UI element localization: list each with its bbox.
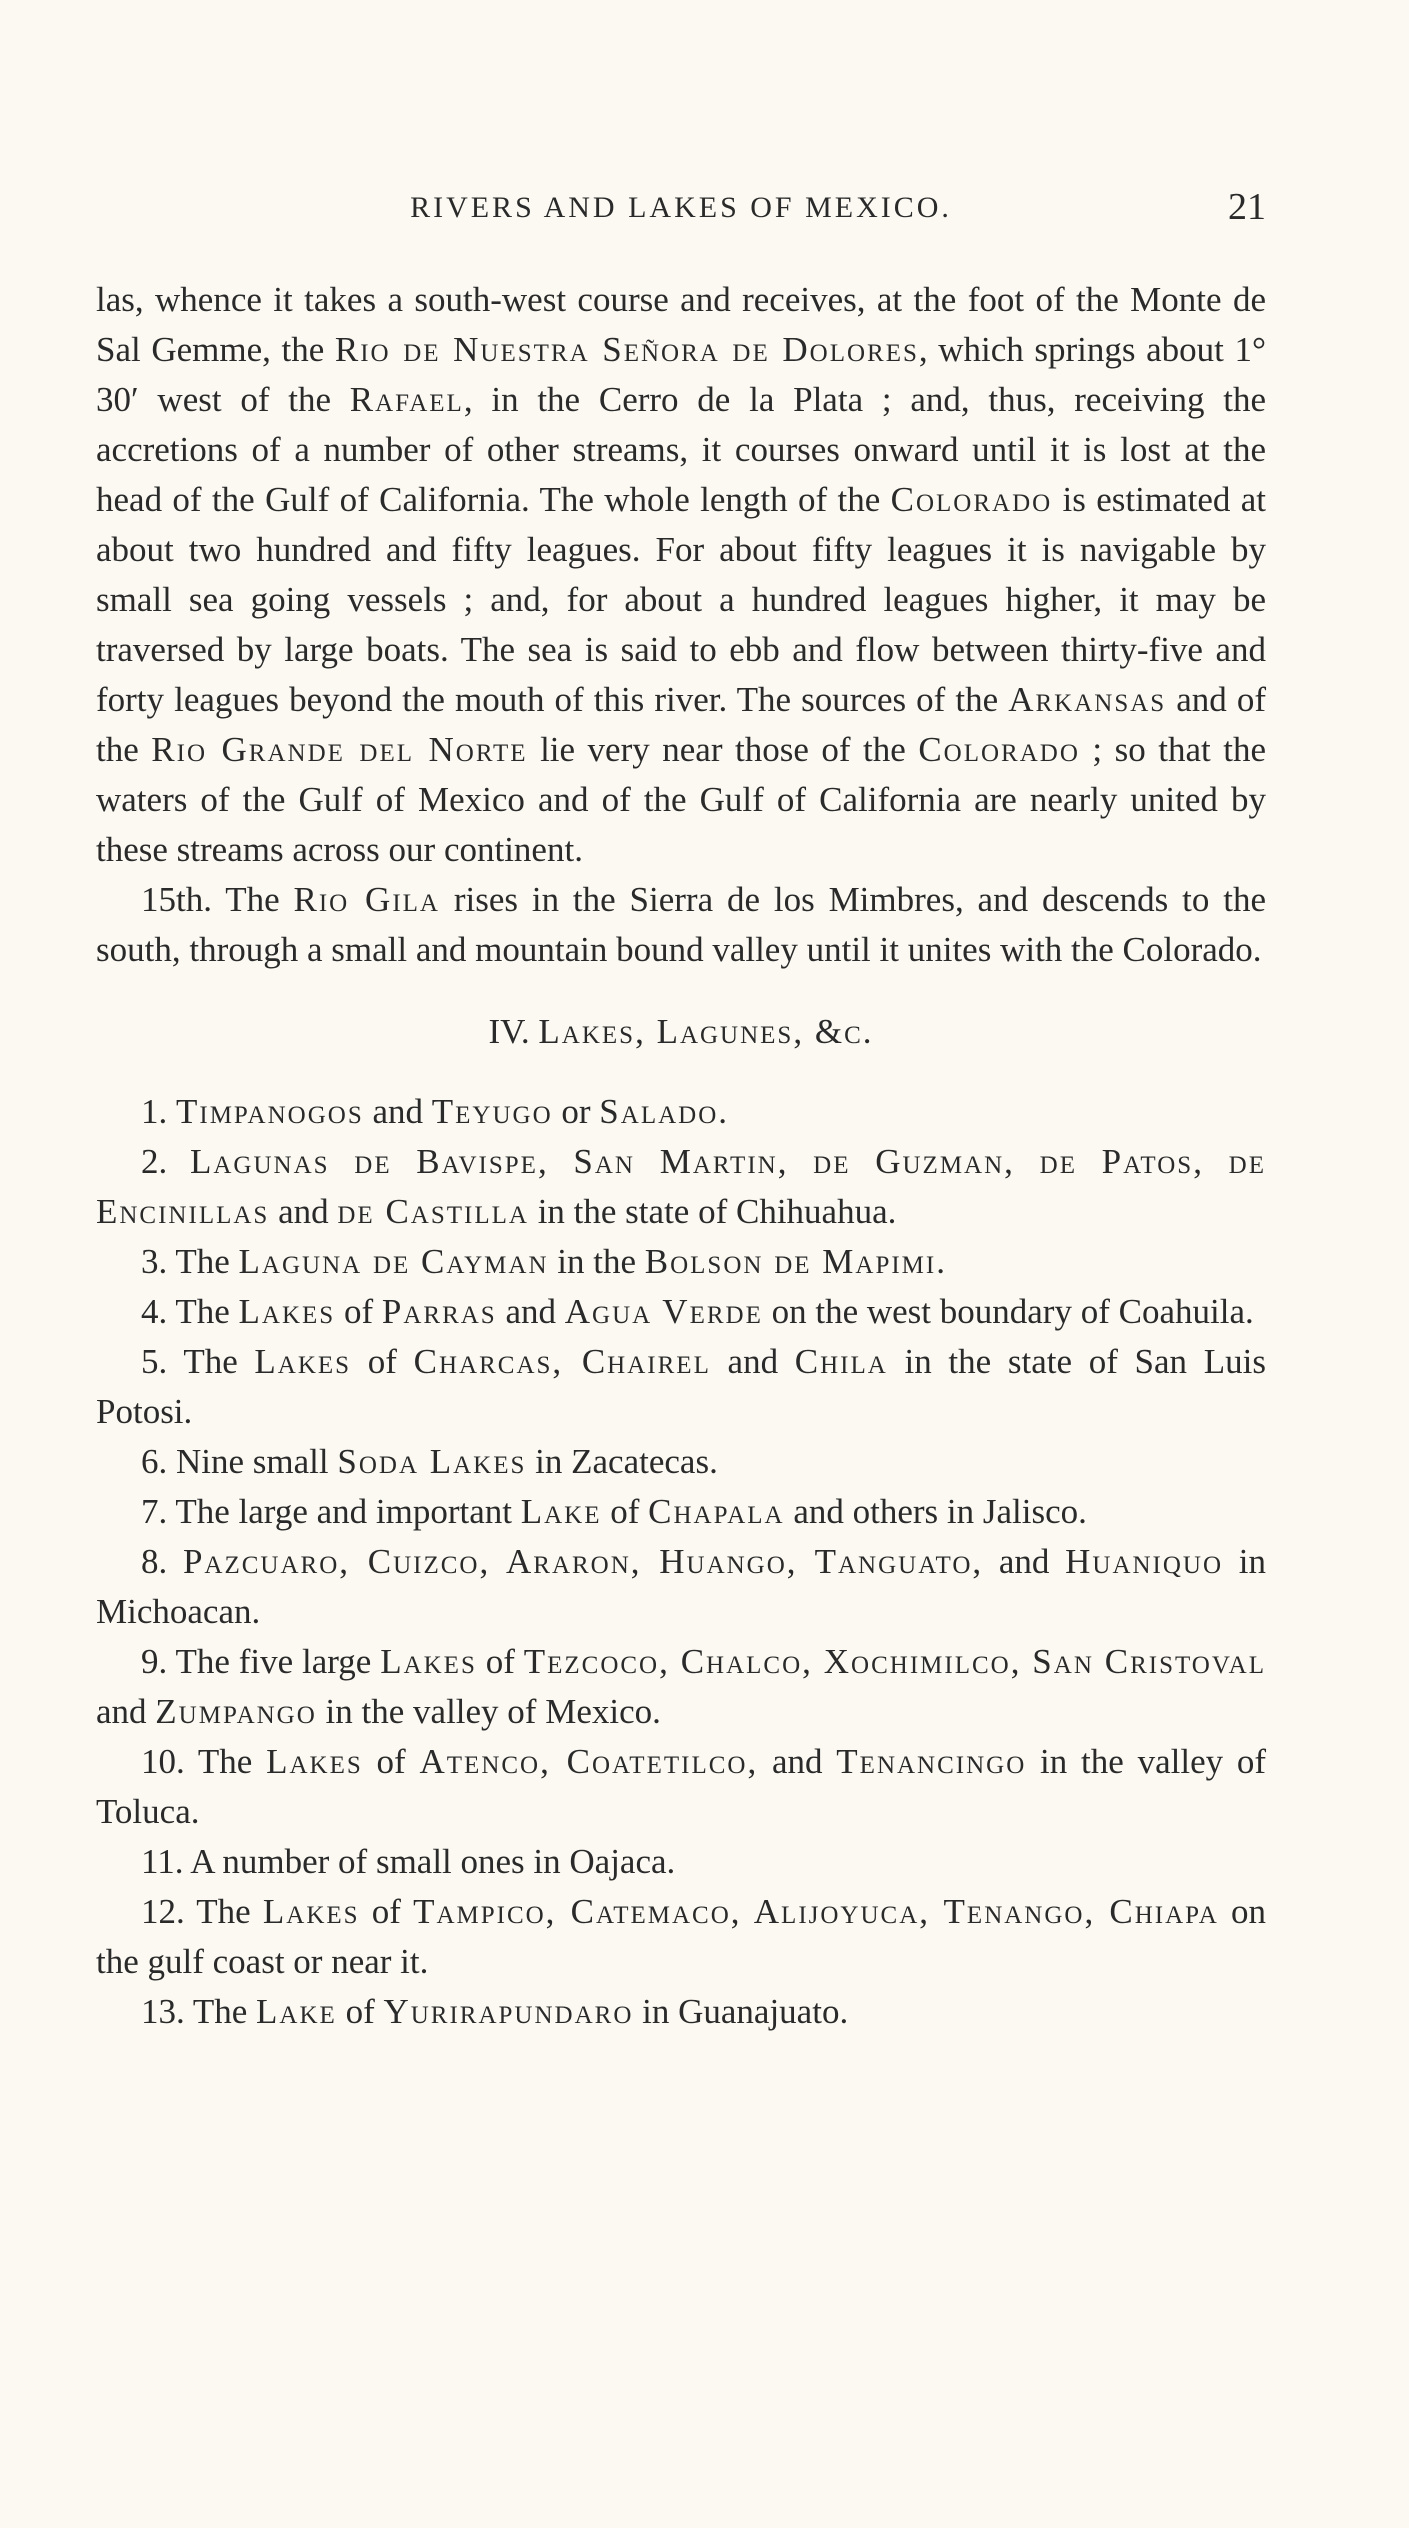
text-run: in the valley of Toluca.: [96, 1742, 1267, 1831]
small-caps-run: Rio Gila: [293, 880, 440, 919]
text-run: in Guanajuato.: [633, 1992, 849, 2031]
text-run: in the: [548, 1242, 645, 1281]
item-number: 8.: [141, 1542, 183, 1581]
small-caps-run: Colorado: [890, 480, 1053, 519]
text-run: and: [496, 1292, 565, 1331]
small-caps-run: Colorado: [918, 730, 1080, 769]
text-run: The: [183, 1342, 255, 1381]
text-run: of: [476, 1642, 524, 1681]
list-item: [96, 1437, 1266, 1487]
text-run: of: [601, 1492, 649, 1531]
small-caps-run: Pazcuaro, Cuizco, Araron, Huango, Tanguato,: [182, 1542, 984, 1581]
text-run: and: [710, 1342, 795, 1381]
small-caps-run: Lake: [520, 1492, 602, 1531]
small-caps-run: Parras: [381, 1292, 497, 1331]
list-item: [96, 1487, 1266, 1537]
item-number: 6.: [141, 1442, 176, 1481]
small-caps-run: Charcas, Chairel: [413, 1342, 711, 1381]
small-caps-run: Lakes: [238, 1292, 336, 1331]
text-run: The five large: [175, 1642, 381, 1681]
section-heading: [96, 1007, 1266, 1057]
small-caps-run: Yurirapundaro: [383, 1992, 634, 2031]
lake-list: [96, 1087, 1266, 2037]
text-run: is estimated at about two hundred and fifty leagues. For about fifty leagues it is navigable by small sea going vessels ; and, for about a hundred leagues higher, it may be traversed by large boats. The sea is said to ebb and flow between thirty-five and forty leagues beyond the mouth of this river. The sources of the: [96, 480, 1266, 719]
text-run: , which springs about 1° 30′ west of the: [96, 330, 1266, 419]
small-caps-run: Agua Verde: [564, 1292, 763, 1331]
item-number: 7.: [141, 1492, 176, 1531]
text-run: The large and important: [175, 1492, 521, 1531]
small-caps-run: Lakes: [254, 1342, 352, 1381]
list-item: [96, 1137, 1266, 1237]
text-run: or: [552, 1092, 600, 1131]
item-number: 5.: [141, 1342, 184, 1381]
small-caps-run: Lakes: [262, 1892, 360, 1931]
paragraph: [96, 275, 1266, 875]
section-title: Lakes, Lagunes, &c.: [538, 1012, 874, 1051]
list-item: [96, 1537, 1266, 1637]
text-run: and: [269, 1192, 338, 1231]
text-run: and: [96, 1692, 156, 1731]
running-title: RIVERS AND LAKES OF MEXICO.: [410, 191, 952, 224]
text-run: and: [363, 1092, 432, 1131]
small-caps-run: Chila: [794, 1342, 888, 1381]
text-run: in the state of Chihuahua.: [528, 1192, 897, 1231]
page: [96, 185, 1266, 2037]
text-run: A number of small ones in Oajaca.: [190, 1842, 676, 1881]
small-caps-run: Atenco, Coatetilco,: [419, 1742, 759, 1781]
text-run: lie very near those of the: [527, 730, 919, 769]
list-item: [96, 1237, 1266, 1287]
text-run: , in the Cerro de la Plata ; and, thus, receiving the accretions of a number of other streams, it courses onward until it is lost at the head of the Gulf of California. The whole length of the: [96, 380, 1266, 519]
text-run: The: [175, 1242, 239, 1281]
text-run: The: [197, 1742, 267, 1781]
text-run: and others in Jalisco.: [784, 1492, 1087, 1531]
small-caps-run: Lakes: [266, 1742, 363, 1781]
small-caps-run: Teyugo: [431, 1092, 553, 1131]
text-run: .: [718, 1092, 727, 1131]
text-run: of: [359, 1892, 414, 1931]
item-number: 10.: [141, 1742, 198, 1781]
item-number: 3.: [141, 1242, 176, 1281]
text-run: on the west boundary of Coahuila.: [762, 1292, 1254, 1331]
small-caps-run: de Castilla: [337, 1192, 529, 1231]
text-run: ; so that the waters of the Gulf of Mexico and of the Gulf of California are nearly united by these streams across our continent.: [96, 730, 1266, 869]
item-number: 13.: [141, 1992, 193, 2031]
list-item: [96, 1987, 1266, 2037]
text-run: in Michoacan.: [96, 1542, 1266, 1631]
list-item: [96, 1837, 1266, 1887]
text-run: in the state of San Luis Potosi.: [96, 1342, 1266, 1431]
text-run: The: [175, 1292, 239, 1331]
text-run: of: [335, 1292, 382, 1331]
body-text: [96, 275, 1266, 2037]
small-caps-run: Huaniquo: [1065, 1542, 1224, 1581]
text-run: Nine small: [176, 1442, 338, 1481]
text-run: of: [336, 1992, 384, 2031]
text-run: 15th. The: [141, 880, 294, 919]
item-number: 11.: [141, 1842, 191, 1881]
list-item: [96, 1087, 1266, 1137]
text-run: in the valley of Mexico.: [316, 1692, 661, 1731]
text-run: las, whence it takes a south-west course and receives, at the foot of the Monte de Sal Gemme, the: [96, 280, 1266, 369]
small-caps-run: Bolson de Mapimi: [644, 1242, 937, 1281]
paragraph: [96, 875, 1266, 975]
item-number: 4.: [141, 1292, 176, 1331]
text-run: on the gulf coast or near it.: [96, 1892, 1267, 1981]
text-run: and: [983, 1542, 1066, 1581]
text-run: rises in the Sierra de los Mimbres, and descends to the south, through a small and mountain bound valley until it unites with the Colorado.: [96, 880, 1266, 969]
text-run: and of the: [96, 680, 1266, 769]
small-caps-run: Timpanogos: [176, 1092, 364, 1131]
small-caps-run: Lakes: [380, 1642, 477, 1681]
small-caps-run: Tezcoco, Chalco, Xochimilco, San Cristoval: [523, 1642, 1266, 1681]
small-caps-run: Chapala: [648, 1492, 785, 1531]
small-caps-run: Arkansas: [1008, 680, 1167, 719]
item-number: 12.: [141, 1892, 197, 1931]
small-caps-run: Rio Grande del Norte: [151, 730, 528, 769]
list-item: [96, 1887, 1266, 1987]
text-run: of: [362, 1742, 420, 1781]
text-run: in Zacatecas.: [526, 1442, 718, 1481]
text-run: of: [351, 1342, 414, 1381]
running-head: [96, 185, 1266, 245]
small-caps-run: Tenancingo: [836, 1742, 1027, 1781]
small-caps-run: Salado: [599, 1092, 719, 1131]
small-caps-run: Rafael: [349, 380, 464, 419]
small-caps-run: Lagunas de Bavispe, San Martin, de Guzman, de Patos, de Encinillas: [96, 1142, 1267, 1231]
small-caps-run: Zumpango: [155, 1692, 317, 1731]
small-caps-run: Tampico, Catemaco, Alijoyuca, Tenango, Chiapa: [413, 1892, 1219, 1931]
list-item: [96, 1287, 1266, 1337]
text-run: The: [192, 1992, 257, 2031]
page-number: 21: [1228, 186, 1266, 228]
small-caps-run: Soda Lakes: [337, 1442, 527, 1481]
text-run: The: [196, 1892, 263, 1931]
item-number: 1.: [141, 1092, 176, 1131]
list-item: [96, 1737, 1266, 1837]
small-caps-run: Lake: [256, 1992, 337, 2031]
item-number: 2.: [141, 1142, 190, 1181]
list-item: [96, 1337, 1266, 1437]
text-run: and: [758, 1742, 837, 1781]
section-numeral: IV.: [488, 1012, 539, 1051]
item-number: 9.: [141, 1642, 176, 1681]
small-caps-run: Laguna de Cayman: [238, 1242, 549, 1281]
text-run: .: [936, 1242, 945, 1281]
small-caps-run: Rio de Nuestra Señora de Dolores: [334, 330, 919, 369]
list-item: [96, 1637, 1266, 1737]
